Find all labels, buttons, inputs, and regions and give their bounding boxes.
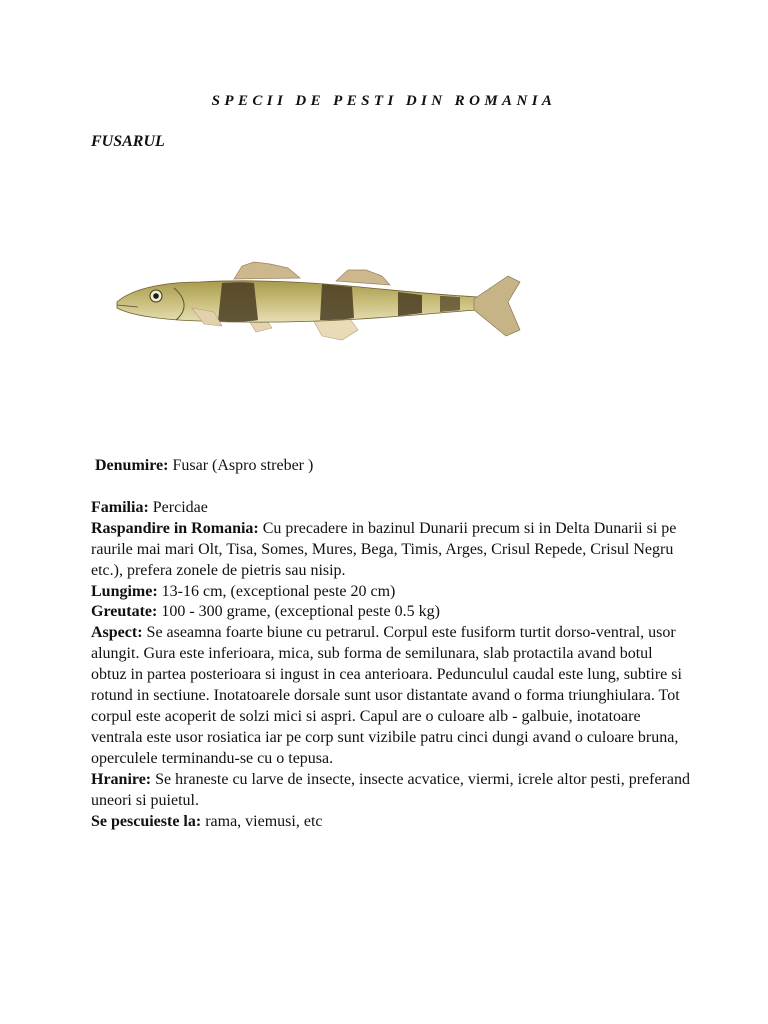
- field-familia: [91, 498, 691, 519]
- field-value: Cu precadere in bazinul Dunarii precum si in Delta Dunarii si pe raurile mai mari Olt, Tisa, Somes, Mures, Bega, Timis, Arges, Crisul Repede, Crisul Negru etc.), prefera zonele de pietris sau nisip.: [91, 519, 677, 579]
- field-value: 100 - 300 grame, (exceptional peste 0.5 kg): [157, 603, 440, 621]
- field-label: Aspect:: [91, 624, 143, 642]
- field-raspandire: [91, 519, 691, 582]
- field-value: 13-16 cm, (exceptional peste 20 cm): [157, 582, 396, 600]
- field-value: Fusar (Aspro streber ): [168, 457, 314, 474]
- field-label: Familia:: [91, 498, 149, 516]
- section-heading: FUSARUL: [91, 133, 165, 150]
- field-value: rama, viemusi, etc: [201, 812, 323, 830]
- field-label: Raspandire in Romania:: [91, 519, 259, 537]
- field-value: Percidae: [148, 498, 208, 516]
- field-label: Hranire:: [91, 770, 152, 788]
- field-value: Se hraneste cu larve de insecte, insecte acvatice, viermi, icrele altor pesti, preferand uneori si puietul.: [91, 770, 690, 809]
- field-aspect: [91, 623, 691, 769]
- fish-illustration: [110, 252, 525, 352]
- field-label: Greutate:: [91, 603, 158, 621]
- field-label: Lungime:: [91, 582, 158, 600]
- field-value: Se aseamna foarte biune cu petrarul. Corpul este fusiform turtit dorso-ventral, usor alungit. Gura este inferioara, mica, sub forma de semilunara, slab protactila avand botul obtuz in partea posterioara si ingust in cea anterioara. Pedunculul caudal este lung, subtire si rotund in sectiune. Inotatoarele dorsale sunt usor distantate avand o forma triunghiulara. Tot corpul este acoperit de solzi mici si aspri. Capul are o culoare alb - galbuie, inotatoare ventrala este usor rosiatica iar pe corp sunt vizibile patru cinci dungi avand o culoare bruna, operculele terminandu-se cu o tepusa.: [91, 624, 682, 767]
- field-label: Denumire:: [95, 457, 169, 474]
- field-pescuieste: [91, 812, 691, 833]
- document-title: SPECII DE PESTI DIN ROMANIA: [211, 93, 557, 109]
- field-label: Se pescuieste la:: [91, 812, 202, 830]
- field-hranire: [91, 770, 691, 812]
- species-description: [91, 456, 691, 832]
- field-lungime: [91, 582, 691, 603]
- field-denumire: [91, 456, 691, 477]
- field-greutate: [91, 602, 691, 623]
